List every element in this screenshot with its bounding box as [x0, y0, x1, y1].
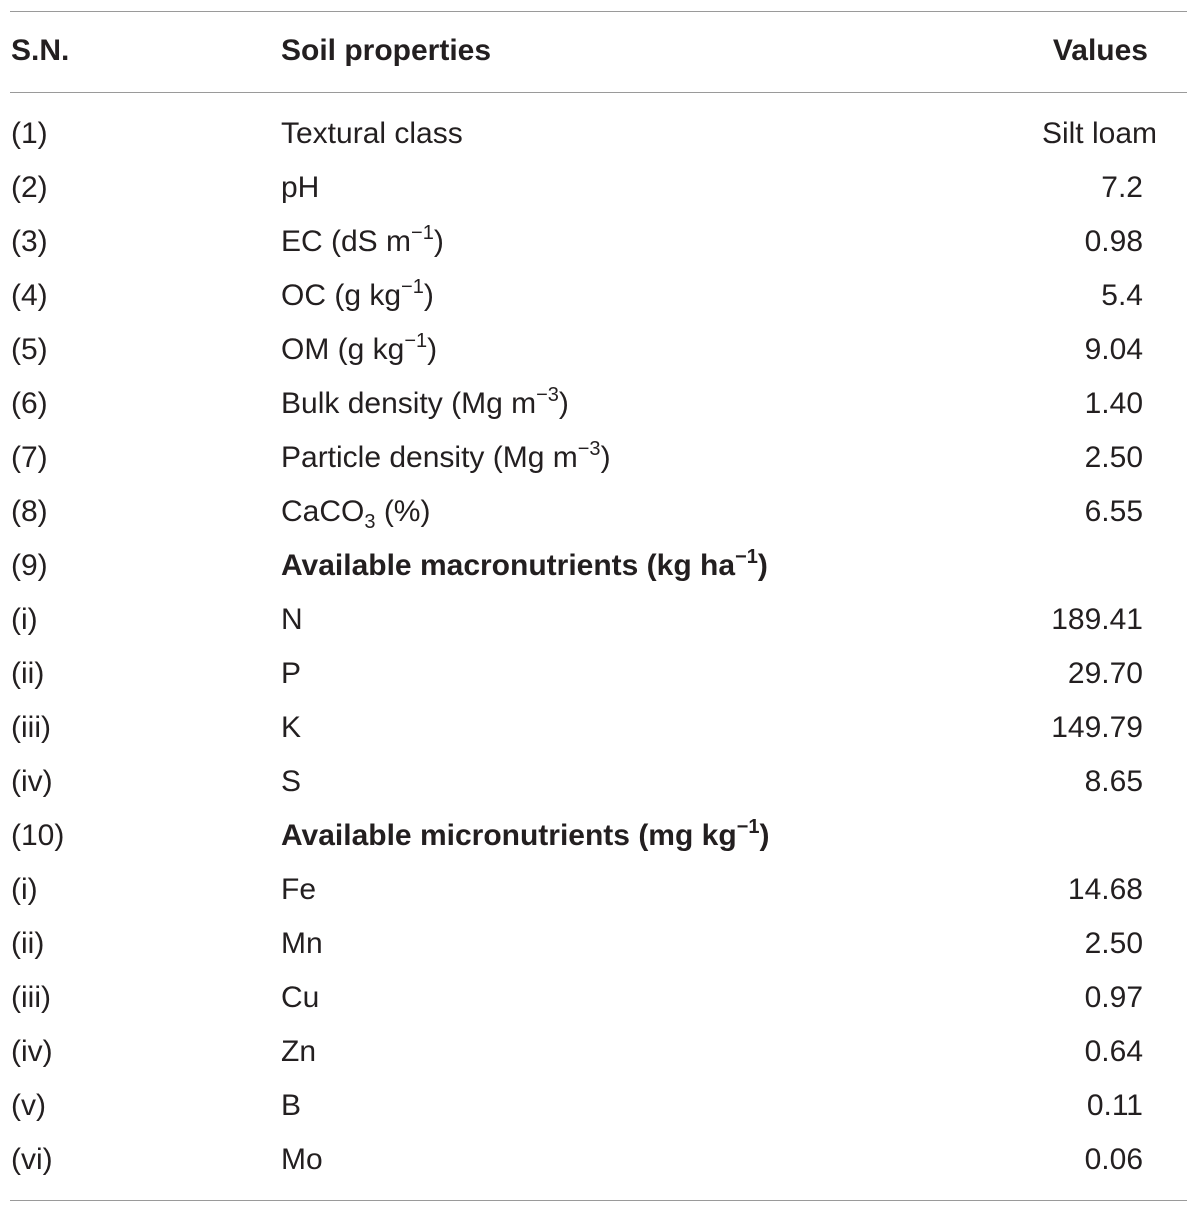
row-value: 2.50 — [1084, 927, 1143, 960]
row-sn: (i) — [11, 873, 38, 906]
table-row — [0, 431, 1200, 485]
row-sn: (3) — [11, 225, 48, 258]
row-property: P — [281, 657, 302, 690]
table-row — [0, 863, 1200, 917]
row-value: 2.50 — [1084, 441, 1143, 474]
row-sn: (6) — [11, 387, 48, 420]
row-property: B — [281, 1089, 302, 1122]
table-top-rule — [10, 11, 1187, 12]
row-value: 0.11 — [1086, 1089, 1143, 1122]
row-sn: (1) — [11, 117, 48, 150]
table-row — [0, 971, 1200, 1025]
row-property: CaCO$_3$ (%) — [281, 495, 431, 533]
table-row-section — [0, 809, 1200, 863]
table-row — [0, 755, 1200, 809]
row-sn: (iv) — [11, 1035, 53, 1068]
row-property: Mo — [281, 1143, 323, 1176]
row-property: Bulk density (Mg $m^{-3}$) — [281, 384, 569, 420]
table-row — [0, 377, 1200, 431]
row-property: Textural class — [281, 117, 463, 150]
row-sn: (ii) — [11, 657, 45, 690]
row-value: 5.4 — [1101, 279, 1143, 312]
section-heading-micronutrients: Available micronutrients (mg $kg^{-1}$) — [281, 816, 770, 852]
row-value: 189.41 — [1051, 603, 1143, 636]
table-row — [0, 1079, 1200, 1133]
table-row — [0, 161, 1200, 215]
row-sn: (8) — [11, 495, 48, 528]
row-property: pH — [281, 171, 320, 204]
row-sn: (vi) — [11, 1143, 53, 1176]
row-value: 7.2 — [1101, 171, 1143, 204]
row-sn: (iv) — [11, 765, 53, 798]
table-row — [0, 1133, 1200, 1187]
row-sn: (5) — [11, 333, 48, 366]
table-bottom-rule — [10, 1200, 1187, 1201]
header-values: Values — [1052, 34, 1148, 67]
row-sn: (2) — [11, 171, 48, 204]
header-soil-properties: Soil properties — [281, 34, 492, 67]
row-property: K — [281, 711, 302, 744]
table-row — [0, 107, 1200, 161]
row-value: 149.79 — [1051, 711, 1143, 744]
row-value: 6.55 — [1084, 495, 1143, 528]
row-sn: (ii) — [11, 927, 45, 960]
table-row — [0, 593, 1200, 647]
row-sn: (iii) — [11, 981, 51, 1014]
row-property: OC (g $kg^{-1}$) — [281, 276, 434, 312]
table-row — [0, 701, 1200, 755]
row-sn: (9) — [11, 549, 48, 582]
row-value: 1.40 — [1084, 387, 1143, 420]
row-sn: (7) — [11, 441, 48, 474]
table-row — [0, 1025, 1200, 1079]
row-value: 0.98 — [1084, 225, 1143, 258]
row-property: OM (g $kg^{-1}$) — [281, 330, 438, 366]
row-property: Particle density (Mg $m^{-3}$) — [281, 438, 611, 474]
row-value: Silt loam — [1041, 117, 1157, 150]
header-sn: S.N. — [11, 34, 70, 67]
row-property: EC (dS $m^{-1}$) — [281, 222, 444, 258]
row-property: Cu — [281, 981, 320, 1014]
table-row — [0, 647, 1200, 701]
row-value: 14.68 — [1067, 873, 1143, 906]
table-row — [0, 323, 1200, 377]
row-value: 8.65 — [1084, 765, 1143, 798]
section-heading-macronutrients: Available macronutrients (kg $ha^{-1}$) — [281, 546, 768, 582]
table-row — [0, 269, 1200, 323]
table-row-section — [0, 539, 1200, 593]
table-row — [0, 215, 1200, 269]
row-value: 0.06 — [1084, 1143, 1143, 1176]
row-property: N — [281, 603, 303, 636]
table-header-rule — [10, 92, 1187, 93]
table-row — [0, 485, 1200, 539]
row-value: 9.04 — [1084, 333, 1143, 366]
row-sn: (iii) — [11, 711, 51, 744]
row-property: Mn — [281, 927, 323, 960]
table-header-row — [0, 24, 1200, 78]
row-value: 29.70 — [1067, 657, 1143, 690]
row-sn: (4) — [11, 279, 48, 312]
row-property: Zn — [281, 1035, 317, 1068]
table-row — [0, 917, 1200, 971]
row-value: 0.97 — [1084, 981, 1143, 1014]
row-property: S — [281, 765, 302, 798]
row-sn: (v) — [11, 1089, 46, 1122]
row-sn: (i) — [11, 603, 38, 636]
row-property: Fe — [281, 873, 317, 906]
row-value: 0.64 — [1084, 1035, 1143, 1068]
row-sn: (10) — [11, 819, 65, 852]
